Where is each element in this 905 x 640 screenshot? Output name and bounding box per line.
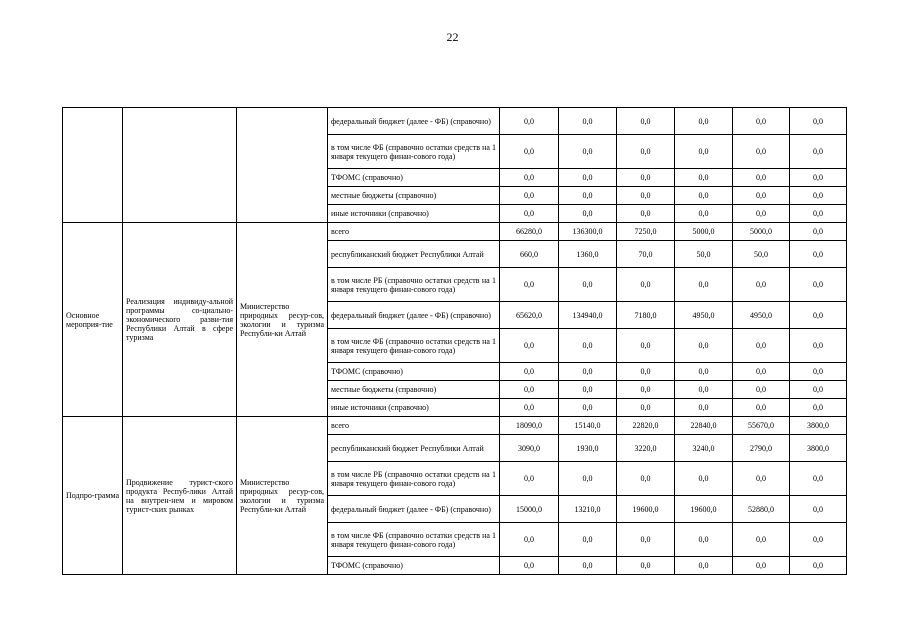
value-cell: 19600,0 (617, 496, 675, 523)
value-cell: 0,0 (617, 187, 675, 205)
value-cell: 0,0 (790, 187, 847, 205)
value-cell: 15000,0 (500, 496, 559, 523)
value-cell: 50,0 (733, 241, 790, 268)
value-cell: 0,0 (675, 557, 733, 575)
funding-source-cell: федеральный бюджет (далее - ФБ) (справочно) (328, 108, 500, 135)
value-cell: 7250,0 (617, 223, 675, 241)
value-cell: 0,0 (790, 223, 847, 241)
executor-cell: Министерство природных ресур-сов, экологии и туризма Республи-ки Алтай (237, 223, 328, 417)
value-cell: 136300,0 (559, 223, 617, 241)
value-cell: 0,0 (675, 381, 733, 399)
value-cell: 0,0 (617, 381, 675, 399)
value-cell: 0,0 (675, 108, 733, 135)
value-cell: 18090,0 (500, 417, 559, 435)
value-cell: 22820,0 (617, 417, 675, 435)
value-cell: 0,0 (790, 302, 847, 329)
value-cell: 0,0 (500, 187, 559, 205)
value-cell: 0,0 (617, 205, 675, 223)
value-cell: 52880,0 (733, 496, 790, 523)
value-cell: 4950,0 (733, 302, 790, 329)
value-cell: 0,0 (790, 363, 847, 381)
value-cell: 0,0 (675, 523, 733, 557)
value-cell: 0,0 (675, 169, 733, 187)
funding-source-cell: иные источники (справочно) (328, 205, 500, 223)
executor-cell: Министерство природных ресур-сов, экологии и туризма Республи-ки Алтай (237, 417, 328, 575)
value-cell: 0,0 (500, 363, 559, 381)
table-row (63, 417, 847, 435)
value-cell: 66280,0 (500, 223, 559, 241)
funding-source-cell: ТФОМС (справочно) (328, 363, 500, 381)
value-cell: 0,0 (500, 169, 559, 187)
value-cell: 0,0 (733, 268, 790, 302)
value-cell: 0,0 (617, 399, 675, 417)
value-cell: 4950,0 (675, 302, 733, 329)
value-cell: 0,0 (675, 135, 733, 169)
funding-source-cell: в том числе РБ (справочно остатки средств на 1 января текущего финан-сового года) (328, 268, 500, 302)
value-cell: 0,0 (790, 329, 847, 363)
value-cell: 0,0 (500, 523, 559, 557)
value-cell: 0,0 (559, 187, 617, 205)
value-cell: 0,0 (675, 399, 733, 417)
value-cell: 134940,0 (559, 302, 617, 329)
value-cell: 5000,0 (675, 223, 733, 241)
value-cell: 0,0 (733, 169, 790, 187)
funding-source-cell: в том числе ФБ (справочно остатки средств на 1 января текущего финан-сового года) (328, 135, 500, 169)
value-cell: 0,0 (617, 557, 675, 575)
value-cell: 0,0 (559, 329, 617, 363)
value-cell: 0,0 (790, 135, 847, 169)
value-cell: 0,0 (559, 523, 617, 557)
value-cell: 0,0 (617, 462, 675, 496)
page-number: 22 (446, 30, 459, 44)
value-cell: 0,0 (733, 108, 790, 135)
value-cell: 0,0 (733, 363, 790, 381)
value-cell: 0,0 (790, 169, 847, 187)
value-cell: 0,0 (500, 268, 559, 302)
value-cell: 0,0 (500, 329, 559, 363)
value-cell: 660,0 (500, 241, 559, 268)
value-cell: 0,0 (500, 135, 559, 169)
value-cell: 0,0 (733, 187, 790, 205)
value-cell: 0,0 (733, 557, 790, 575)
value-cell: 55670,0 (733, 417, 790, 435)
value-cell: 0,0 (559, 399, 617, 417)
funding-source-cell: местные бюджеты (справочно) (328, 187, 500, 205)
value-cell: 0,0 (617, 329, 675, 363)
value-cell: 0,0 (790, 268, 847, 302)
measure-name-cell (123, 108, 237, 223)
value-cell: 0,0 (790, 108, 847, 135)
value-cell: 2790,0 (733, 435, 790, 462)
value-cell: 0,0 (617, 363, 675, 381)
value-cell: 1930,0 (559, 435, 617, 462)
funding-source-cell: республиканский бюджет Республики Алтай (328, 435, 500, 462)
measure-name-cell: Продвижение турист-ского продукта Респуб-лики Алтай на внутрен-нем и мировом турист-ских рынках (123, 417, 237, 575)
value-cell: 0,0 (500, 399, 559, 417)
funding-source-cell: в том числе ФБ (справочно остатки средств на 1 января текущего финан-сового года) (328, 523, 500, 557)
budget-table (62, 107, 847, 575)
value-cell: 0,0 (790, 462, 847, 496)
funding-source-cell: в том числе ФБ (справочно остатки средств на 1 января текущего финан-сового года) (328, 329, 500, 363)
value-cell: 3800,0 (790, 435, 847, 462)
value-cell: 0,0 (500, 557, 559, 575)
value-cell: 0,0 (500, 462, 559, 496)
funding-source-cell: местные бюджеты (справочно) (328, 381, 500, 399)
funding-source-cell: всего (328, 417, 500, 435)
value-cell: 0,0 (675, 268, 733, 302)
value-cell: 0,0 (733, 205, 790, 223)
value-cell: 0,0 (790, 523, 847, 557)
value-cell: 0,0 (675, 363, 733, 381)
value-cell: 65620,0 (500, 302, 559, 329)
value-cell: 0,0 (559, 268, 617, 302)
value-cell: 0,0 (500, 205, 559, 223)
value-cell: 0,0 (500, 381, 559, 399)
value-cell: 0,0 (559, 462, 617, 496)
status-cell: Основное мероприя-тие (63, 223, 123, 417)
funding-source-cell: иные источники (справочно) (328, 399, 500, 417)
value-cell: 0,0 (790, 496, 847, 523)
status-cell: Подпро-грамма (63, 417, 123, 575)
value-cell: 70,0 (617, 241, 675, 268)
value-cell: 0,0 (617, 523, 675, 557)
status-cell (63, 108, 123, 223)
value-cell: 0,0 (733, 135, 790, 169)
value-cell: 0,0 (559, 108, 617, 135)
value-cell: 0,0 (559, 169, 617, 187)
value-cell: 5000,0 (733, 223, 790, 241)
value-cell: 0,0 (559, 205, 617, 223)
value-cell: 50,0 (675, 241, 733, 268)
value-cell: 0,0 (790, 241, 847, 268)
value-cell: 0,0 (675, 187, 733, 205)
value-cell: 0,0 (733, 381, 790, 399)
value-cell: 19600,0 (675, 496, 733, 523)
value-cell: 7180,0 (617, 302, 675, 329)
value-cell: 0,0 (733, 462, 790, 496)
table-row (63, 108, 847, 135)
value-cell: 0,0 (733, 523, 790, 557)
value-cell: 0,0 (617, 135, 675, 169)
value-cell: 0,0 (733, 399, 790, 417)
value-cell: 0,0 (675, 329, 733, 363)
value-cell: 0,0 (675, 205, 733, 223)
value-cell: 0,0 (617, 108, 675, 135)
funding-source-cell: федеральный бюджет (далее - ФБ) (справочно) (328, 302, 500, 329)
funding-source-cell: в том числе РБ (справочно остатки средств на 1 января текущего финан-сового года) (328, 462, 500, 496)
funding-source-cell: ТФОМС (справочно) (328, 557, 500, 575)
measure-name-cell: Реализация индивиду-альной программы со-циально-экономического разви-тия Республики Алтай в сфере туризма (123, 223, 237, 417)
funding-source-cell: республиканский бюджет Республики Алтай (328, 241, 500, 268)
value-cell: 0,0 (617, 169, 675, 187)
value-cell: 0,0 (675, 462, 733, 496)
value-cell: 0,0 (733, 329, 790, 363)
value-cell: 1360,0 (559, 241, 617, 268)
value-cell: 0,0 (617, 268, 675, 302)
value-cell: 0,0 (500, 108, 559, 135)
value-cell: 0,0 (790, 381, 847, 399)
value-cell: 13210,0 (559, 496, 617, 523)
value-cell: 0,0 (559, 135, 617, 169)
funding-source-cell: федеральный бюджет (далее - ФБ) (справочно) (328, 496, 500, 523)
value-cell: 3800,0 (790, 417, 847, 435)
executor-cell (237, 108, 328, 223)
value-cell: 3240,0 (675, 435, 733, 462)
value-cell: 15140,0 (559, 417, 617, 435)
value-cell: 0,0 (790, 557, 847, 575)
value-cell: 22840,0 (675, 417, 733, 435)
value-cell: 3090,0 (500, 435, 559, 462)
value-cell: 0,0 (790, 399, 847, 417)
value-cell: 0,0 (559, 363, 617, 381)
value-cell: 3220,0 (617, 435, 675, 462)
value-cell: 0,0 (790, 205, 847, 223)
value-cell: 0,0 (559, 557, 617, 575)
value-cell: 0,0 (559, 381, 617, 399)
funding-source-cell: всего (328, 223, 500, 241)
table-row (63, 223, 847, 241)
funding-source-cell: ТФОМС (справочно) (328, 169, 500, 187)
